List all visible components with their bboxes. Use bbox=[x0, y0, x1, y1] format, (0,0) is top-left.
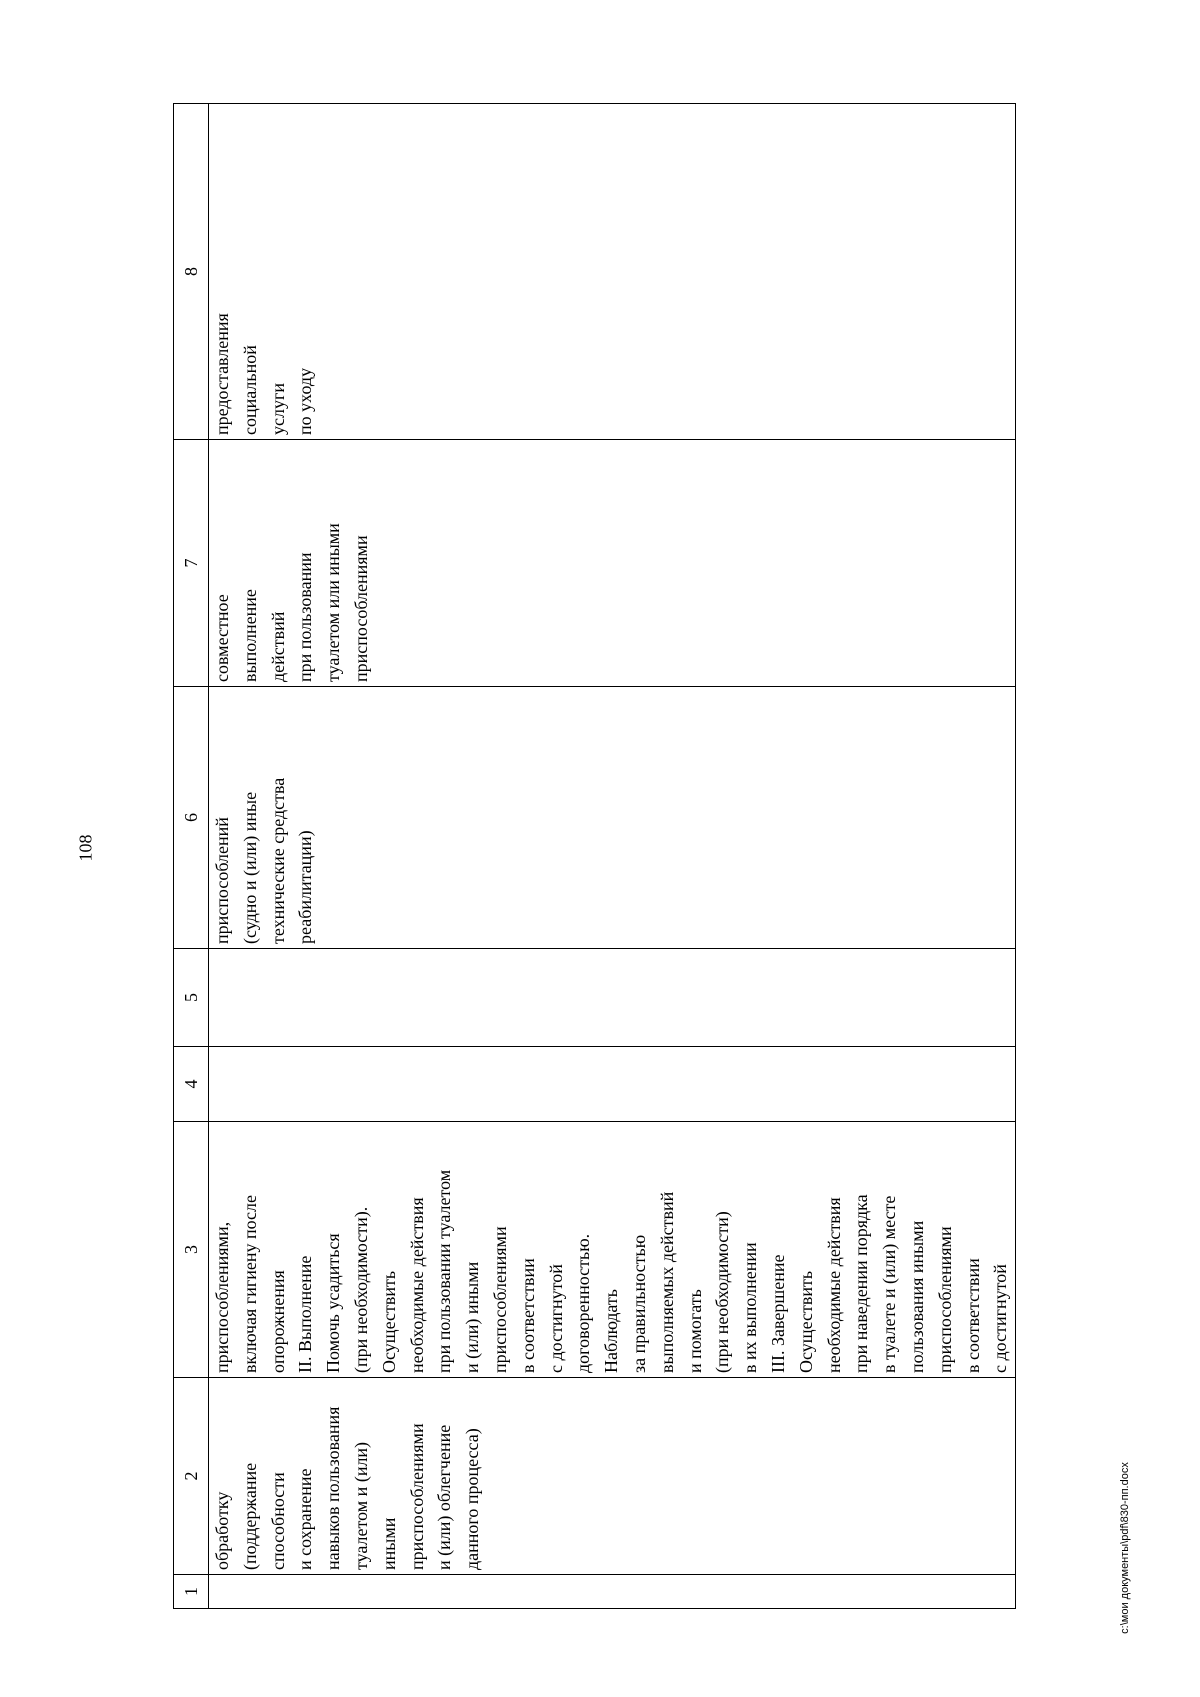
table-cell bbox=[209, 1047, 1016, 1122]
table-header-row bbox=[174, 104, 209, 1609]
footer-file-path: c:\мои документы\pdf\830-пп.docx bbox=[1119, 1462, 1131, 1634]
service-table bbox=[173, 103, 1016, 1609]
table-cell: обработку (поддержание способности и сохранение навыков пользования туалетом и (или) иными приспособлениями и (или) облегчение данного процесса) bbox=[209, 1378, 1016, 1575]
column-header: 4 bbox=[174, 1047, 209, 1122]
column-header: 3 bbox=[174, 1122, 209, 1378]
page-number: 108 bbox=[75, 834, 96, 862]
table-cell: совместное выполнение действий при пользовании туалетом или иными приспособлениями bbox=[209, 440, 1016, 687]
column-header: 5 bbox=[174, 949, 209, 1047]
column-header: 6 bbox=[174, 687, 209, 949]
column-header: 7 bbox=[174, 440, 209, 687]
rotated-table-container bbox=[173, 104, 1010, 1609]
table-cell: приспособлений (судно и (или) иные технические средства реабилитации) bbox=[209, 687, 1016, 949]
column-header: 2 bbox=[174, 1378, 209, 1575]
table-row bbox=[209, 104, 1016, 1609]
table-cell bbox=[209, 1575, 1016, 1609]
column-header: 8 bbox=[174, 104, 209, 440]
table-cell bbox=[209, 949, 1016, 1047]
column-header: 1 bbox=[174, 1575, 209, 1609]
table-cell: приспособлениями, включая гигиену после опорожнения II. Выполнение Помочь усадиться (при необходимости). Осуществить необходимые действия при пользовании туалетом и (или) иными приспособлениями в соответствии с достигнутой договоренностью. Наблюдать за правильностью выполняемых действий и помогать (при необходимости) в их выполнении III. Завершение Осуществить необходимые действия при наведении порядка в туалете и (или) месте пользования иными приспособлениями в соответствии с достигнутой bbox=[209, 1122, 1016, 1378]
table-cell: предоставления социальной услуги по уходу bbox=[209, 104, 1016, 440]
